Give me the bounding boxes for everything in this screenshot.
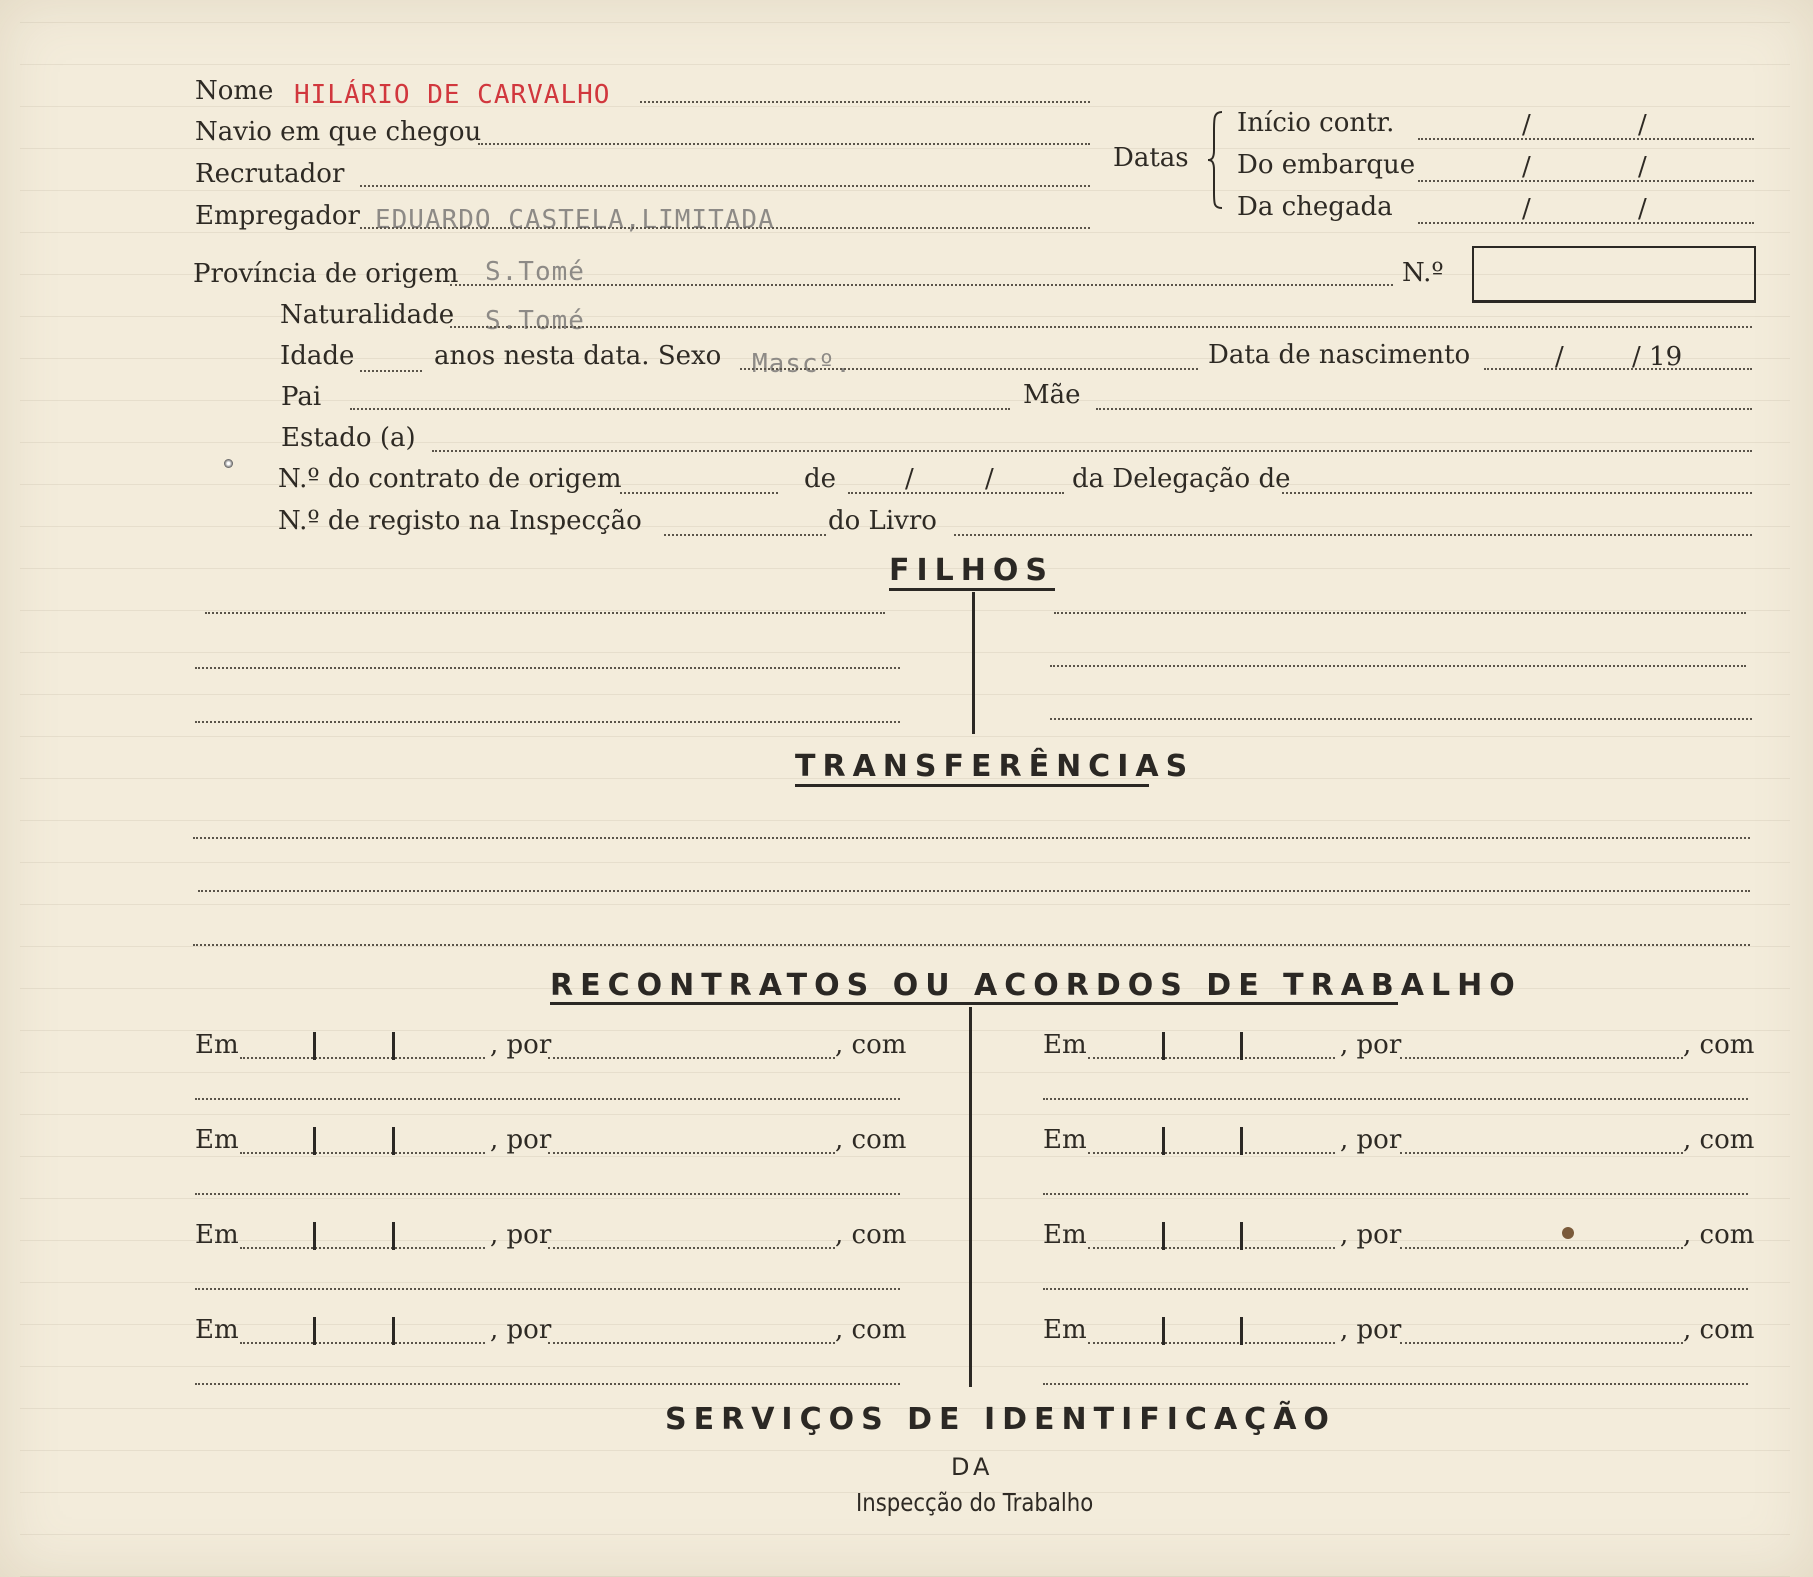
recontrato-em-label: Em [195,1220,239,1250]
recontrato-date-line [1088,1247,1335,1249]
sexo-value: Mascº. [752,349,852,379]
mae-line [1096,408,1752,410]
recontrato-date-line [240,1152,485,1154]
recontrato-em-label: Em [1043,1315,1087,1345]
recontrato-em-label: Em [1043,1125,1087,1155]
recontrato-por-label: , por [490,1315,552,1345]
recontrato-por-label: , por [490,1125,552,1155]
faint-rule [20,190,1790,191]
recontrato-por-line [1400,1342,1683,1344]
delegacao-line [1282,492,1752,494]
numero-box[interactable] [1472,246,1756,303]
nascimento-label: Data de nascimento [1208,340,1471,370]
faint-rule [20,820,1790,821]
empregador-label: Empregador [195,201,360,231]
filhos-line [205,612,885,614]
nascimento-slash: / [1555,342,1564,372]
nome-label: Nome [195,76,274,106]
empregador-value: EDUARDO CASTELA,LIMITADA [375,205,775,235]
recontrato-por-line [548,1057,835,1059]
recontrato-com-label: , com [835,1125,907,1155]
recontrato-date-separator [1162,1222,1165,1250]
nascimento-year: / 19 [1632,342,1683,372]
delegacao-label: da Delegação de [1072,464,1291,494]
provincia-line [450,284,1393,286]
footer-inspeccao: Inspecção do Trabalho [856,1488,1094,1517]
recontrato-continuation-line [1043,1288,1748,1290]
recontrato-date-line [1088,1342,1335,1344]
recontrato-date-separator [392,1317,395,1345]
faint-rule [20,148,1790,149]
paper-speck [224,459,233,468]
transferencias-line [193,944,1750,946]
recontrato-date-line [1088,1057,1335,1059]
recontrato-continuation-line [195,1193,900,1195]
registo-line [664,534,826,536]
faint-rule [20,22,1790,23]
recontrato-date-separator [1162,1127,1165,1155]
faint-rule [20,1114,1790,1115]
faint-rule [20,862,1790,863]
faint-rule [20,106,1790,107]
idade-line [360,370,422,372]
filhos-line [195,721,900,723]
registo-label: N.º de registo na Inspecção [278,506,642,536]
footer-da: DA [951,1453,994,1481]
filhos-underline [889,588,1055,591]
footer-title: SERVIÇOS DE IDENTIFICAÇÃO [665,1402,1336,1437]
faint-rule [20,652,1790,653]
datas-embarque-label: Do embarque [1237,150,1416,180]
recontrato-com-label: , com [1683,1030,1755,1060]
nome-line [640,101,1090,103]
recontrato-em-label: Em [1043,1220,1087,1250]
idade-label: Idade [280,341,355,371]
recontrato-em-label: Em [195,1315,239,1345]
recontrato-por-line [1400,1057,1683,1059]
recontrato-com-label: , com [835,1315,907,1345]
faint-rule [20,1282,1790,1283]
filhos-line [195,667,900,669]
faint-rule [20,736,1790,737]
filhos-line [1050,718,1752,720]
datas-slash: / [1638,194,1647,224]
faint-rule [20,610,1790,611]
faint-rule [20,1534,1790,1535]
recontrato-por-label: , por [1340,1220,1402,1250]
contrato-slash: / [905,464,914,494]
recontratos-underline [550,1002,1398,1005]
recontrato-date-separator [392,1222,395,1250]
filhos-line [1054,612,1746,614]
faint-rule [20,1198,1790,1199]
recontrato-date-separator [313,1127,316,1155]
navio-label: Navio em que chegou [195,117,482,147]
contrato-de-label: de [804,464,837,494]
recontrato-em-label: Em [1043,1030,1087,1060]
numero-label: N.º [1402,258,1444,288]
datas-embarque-line [1418,180,1754,182]
naturalidade-line [450,326,1752,328]
recontrato-date-line [1088,1152,1335,1154]
recontrato-com-label: , com [1683,1315,1755,1345]
recontrato-continuation-line [1043,1098,1748,1100]
empregador-line [360,227,1090,229]
datas-slash: / [1638,110,1647,140]
livro-label: do Livro [828,506,937,536]
naturalidade-value: S.Tomé [485,306,585,336]
recontrato-por-label: , por [490,1030,552,1060]
faint-rule [20,1072,1790,1073]
datas-slash: / [1638,152,1647,182]
transferencias-line [198,890,1750,892]
filhos-line [1050,665,1746,667]
livro-line [954,534,1752,536]
recrutador-line [360,185,1090,187]
recontrato-por-line [548,1247,835,1249]
recontrato-date-separator [313,1317,316,1345]
recontrato-continuation-line [1043,1383,1748,1385]
recontrato-date-separator [1240,1032,1243,1060]
recontrato-por-label: , por [1340,1030,1402,1060]
provincia-label: Província de origem [193,259,459,289]
recontrato-date-separator [1240,1127,1243,1155]
contrato-label: N.º do contrato de origem [278,464,622,494]
recontrato-por-line [548,1152,835,1154]
pai-line [350,408,1010,410]
recontrato-com-label: , com [835,1030,907,1060]
recontrato-continuation-line [195,1383,900,1385]
faint-rule [20,904,1790,905]
filhos-divider [972,592,975,734]
recontrato-date-separator [1162,1317,1165,1345]
recrutador-label: Recrutador [195,159,345,189]
nome-value: HILÁRIO DE CARVALHO [294,80,611,110]
recontrato-por-line [1400,1247,1683,1249]
recontrato-date-separator [313,1222,316,1250]
recontrato-date-separator [1240,1222,1243,1250]
contrato-slash: / [985,464,994,494]
nascimento-line [1484,368,1752,370]
datas-slash: / [1522,152,1531,182]
recontrato-date-line [240,1342,485,1344]
recontratos-divider [969,1007,972,1387]
paper-speck [1562,1227,1574,1239]
faint-rule [20,64,1790,65]
recontrato-date-separator [392,1127,395,1155]
datas-label: Datas [1113,143,1189,173]
mae-label: Mãe [1023,380,1081,410]
recontrato-com-label: , com [835,1220,907,1250]
filhos-heading: FILHOS [889,553,1054,588]
recontrato-por-line [548,1342,835,1344]
recontrato-com-label: , com [1683,1220,1755,1250]
recontrato-por-line [1400,1152,1683,1154]
recontratos-heading: RECONTRATOS OU ACORDOS DE TRABALHO [550,968,1522,1003]
provincia-value: S.Tomé [485,257,585,287]
recontrato-continuation-line [1043,1193,1748,1195]
estado-label: Estado (a) [281,423,416,453]
faint-rule [20,694,1790,695]
recontrato-date-separator [392,1032,395,1060]
transferencias-underline [795,784,1149,787]
faint-rule [20,946,1790,947]
datas-brace [1208,110,1224,210]
datas-slash: / [1522,110,1531,140]
recontrato-por-label: , por [490,1220,552,1250]
estado-line [432,450,1752,452]
datas-chegada-line [1418,222,1754,224]
naturalidade-label: Naturalidade [280,300,455,330]
contrato-date-line [848,492,1064,494]
transferencias-heading: TRANSFERÊNCIAS [795,749,1195,784]
recontrato-por-label: , por [1340,1125,1402,1155]
recontrato-date-separator [1162,1032,1165,1060]
recontrato-em-label: Em [195,1125,239,1155]
faint-rule [20,1450,1790,1451]
sexo-line [740,368,1198,370]
transferencias-line [193,837,1750,839]
datas-inicio-label: Início contr. [1237,108,1395,138]
faint-rule [20,1156,1790,1157]
pai-label: Pai [281,382,322,412]
faint-rule [20,1366,1790,1367]
recontrato-date-separator [1240,1317,1243,1345]
recontrato-em-label: Em [195,1030,239,1060]
recontrato-continuation-line [195,1288,900,1290]
datas-inicio-line [1418,138,1754,140]
anos-sexo-label: anos nesta data. Sexo [434,341,722,371]
navio-line [478,143,1090,145]
datas-slash: / [1522,194,1531,224]
datas-chegada-label: Da chegada [1237,192,1393,222]
contrato-line [620,492,778,494]
recontrato-date-line [240,1247,485,1249]
faint-rule [20,232,1790,233]
recontrato-date-line [240,1057,485,1059]
recontrato-continuation-line [195,1098,900,1100]
recontrato-com-label: , com [1683,1125,1755,1155]
recontrato-por-label: , por [1340,1315,1402,1345]
recontrato-date-separator [313,1032,316,1060]
